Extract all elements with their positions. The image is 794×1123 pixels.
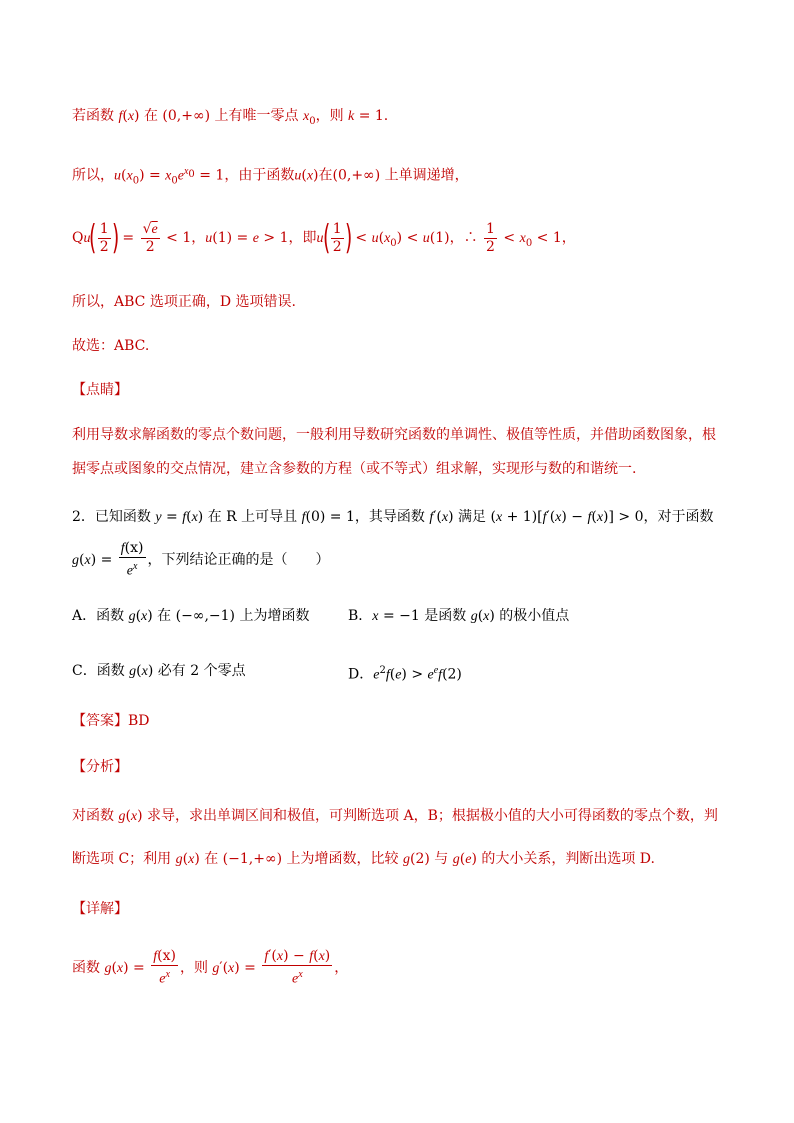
subscript: 0 bbox=[525, 237, 533, 249]
answer: 【答案】BD bbox=[72, 713, 150, 729]
subscript: 0 bbox=[171, 175, 178, 187]
option-c: C．函数 g(x) 必有 2 个零点 bbox=[72, 663, 246, 679]
option-a: A．函数 g(x) 在 (−∞,−1) 上为增函数 bbox=[72, 608, 310, 624]
fraction: $\frac{f(x)}{e^x}$ bbox=[120, 540, 144, 579]
math-k: k bbox=[348, 109, 355, 124]
fraction: $\frac{1}{2}$ bbox=[332, 220, 342, 255]
option-b: B．x = −1 是函数 g(x) 的极小值点 bbox=[348, 608, 570, 624]
text: < 1， bbox=[161, 230, 206, 246]
line-3 bbox=[72, 218, 576, 264]
fraction: $\frac{f(x)}{e^x}$ bbox=[153, 948, 176, 987]
line-1 bbox=[72, 106, 388, 132]
subscript: 0 bbox=[132, 175, 140, 187]
text: = 1. bbox=[354, 108, 389, 124]
text: < bbox=[350, 230, 372, 246]
line-2 bbox=[72, 162, 469, 191]
paren: ) bbox=[313, 167, 319, 184]
math-x: x bbox=[126, 168, 133, 184]
math-x: x bbox=[384, 231, 391, 246]
heading-details: 【详解】 bbox=[72, 901, 128, 917]
line-5: 故选：ABC. bbox=[72, 338, 150, 354]
paren: ) bbox=[344, 218, 352, 258]
paren: ( bbox=[89, 218, 97, 258]
math-u: u bbox=[316, 231, 324, 246]
analysis-line-2: 断选项 C；利用 g(x) 在 (−1,+∞) 上为增函数，比较 g(2) 与 g(e) 的大小关系，判断出选项 D. bbox=[72, 851, 655, 867]
text: ) = bbox=[139, 167, 166, 184]
text: ，由于函数 bbox=[224, 167, 295, 184]
text: > 1，即 bbox=[258, 230, 317, 246]
interval: (0,+∞) bbox=[332, 167, 381, 184]
text: (1) = bbox=[212, 230, 253, 246]
text: ，则 bbox=[315, 108, 349, 124]
heading-analysis: 【分析】 bbox=[72, 759, 128, 775]
subscript: 0 bbox=[390, 237, 397, 249]
paren: ( bbox=[121, 167, 127, 184]
fraction: $\frac{√e}{2}$ bbox=[142, 220, 158, 255]
text: = bbox=[117, 230, 139, 246]
math-x: x bbox=[127, 109, 135, 124]
math-u: u bbox=[205, 231, 213, 246]
paren: ( bbox=[301, 167, 307, 184]
question-2-line-2: g(x) = $\frac{f(x)}{e^x}$ ，下列结论正确的是（ ） bbox=[72, 540, 330, 579]
math-u: u bbox=[114, 168, 121, 184]
text: < bbox=[498, 230, 520, 246]
paragraph-line-2: 据零点或图象的交点情况，建立含参数的方程（或不等式）组求解，实现形与数的和谐统一. bbox=[72, 461, 637, 477]
text: (1)，∴ bbox=[429, 230, 483, 246]
math-u: u bbox=[371, 231, 379, 246]
paren: ) bbox=[134, 108, 140, 124]
text: 上有唯一零点 bbox=[210, 108, 303, 124]
math-e: e bbox=[252, 231, 259, 246]
fraction: $\frac{1}{2}$ bbox=[99, 220, 109, 255]
line-4: 所以，ABC 选项正确，D 选项错误. bbox=[72, 294, 296, 310]
math-u: u bbox=[422, 231, 430, 246]
heading-dianjing: 【点睛】 bbox=[72, 382, 128, 398]
fraction: $\frac{1}{2}$ bbox=[486, 220, 495, 255]
math-x: x bbox=[165, 168, 172, 184]
details-line-1: 函数 g(x) = $\frac{f(x)}{e^x}$ ，则 g′(x) = $\frac{f'(x) - f(x)}{e^x}$ ， bbox=[72, 948, 349, 987]
math-e: e bbox=[177, 168, 184, 184]
math-x: x bbox=[183, 166, 189, 177]
paren: ( bbox=[322, 218, 330, 258]
text: 若函数 bbox=[72, 108, 119, 124]
text: 在 bbox=[139, 108, 163, 124]
paragraph-line-1: 利用导数求解函数的零点个数问题，一般利用导数研究函数的单调性、极值等性质，并借助函数图象，根 bbox=[72, 427, 716, 443]
fraction: $\frac{f'(x) - f(x)}{e^x}$ bbox=[264, 948, 331, 987]
subscript: 0 bbox=[188, 169, 195, 180]
text: 所以， bbox=[72, 167, 114, 184]
math-u: u bbox=[294, 168, 302, 184]
text: ( bbox=[378, 230, 385, 246]
text: 上单调递增， bbox=[380, 167, 469, 184]
text: = 1 bbox=[194, 167, 225, 184]
text: ) < bbox=[396, 230, 423, 246]
subscript: 0 bbox=[309, 115, 316, 127]
math-x: x bbox=[306, 168, 314, 184]
paren: ) bbox=[111, 218, 119, 258]
math-f: f bbox=[118, 109, 123, 124]
math-u: u bbox=[83, 231, 91, 246]
math-x: x bbox=[519, 231, 526, 246]
paren: ( bbox=[122, 108, 128, 124]
analysis-line-1: 对函数 g(x) 求导，求出单调区间和极值，可判断选项 A，B；根据极小值的大小可得函数的零点个数，判 bbox=[72, 808, 718, 824]
interval: (0,+∞) bbox=[162, 108, 211, 124]
text: 在 bbox=[318, 167, 333, 184]
text: < 1， bbox=[532, 230, 576, 246]
option-d: D．$e^2f(e) > e^ef(2)$ bbox=[348, 665, 462, 683]
question-2-line-1: 2．已知函数 y = f(x) 在 R 上可导且 f(0) = 1，其导函数 f′(x) 满足 (x + 1)[f′(x) − f(x)] > 0，对于函数 bbox=[72, 509, 714, 525]
text: Q bbox=[72, 230, 84, 246]
math-x: x bbox=[303, 109, 310, 124]
